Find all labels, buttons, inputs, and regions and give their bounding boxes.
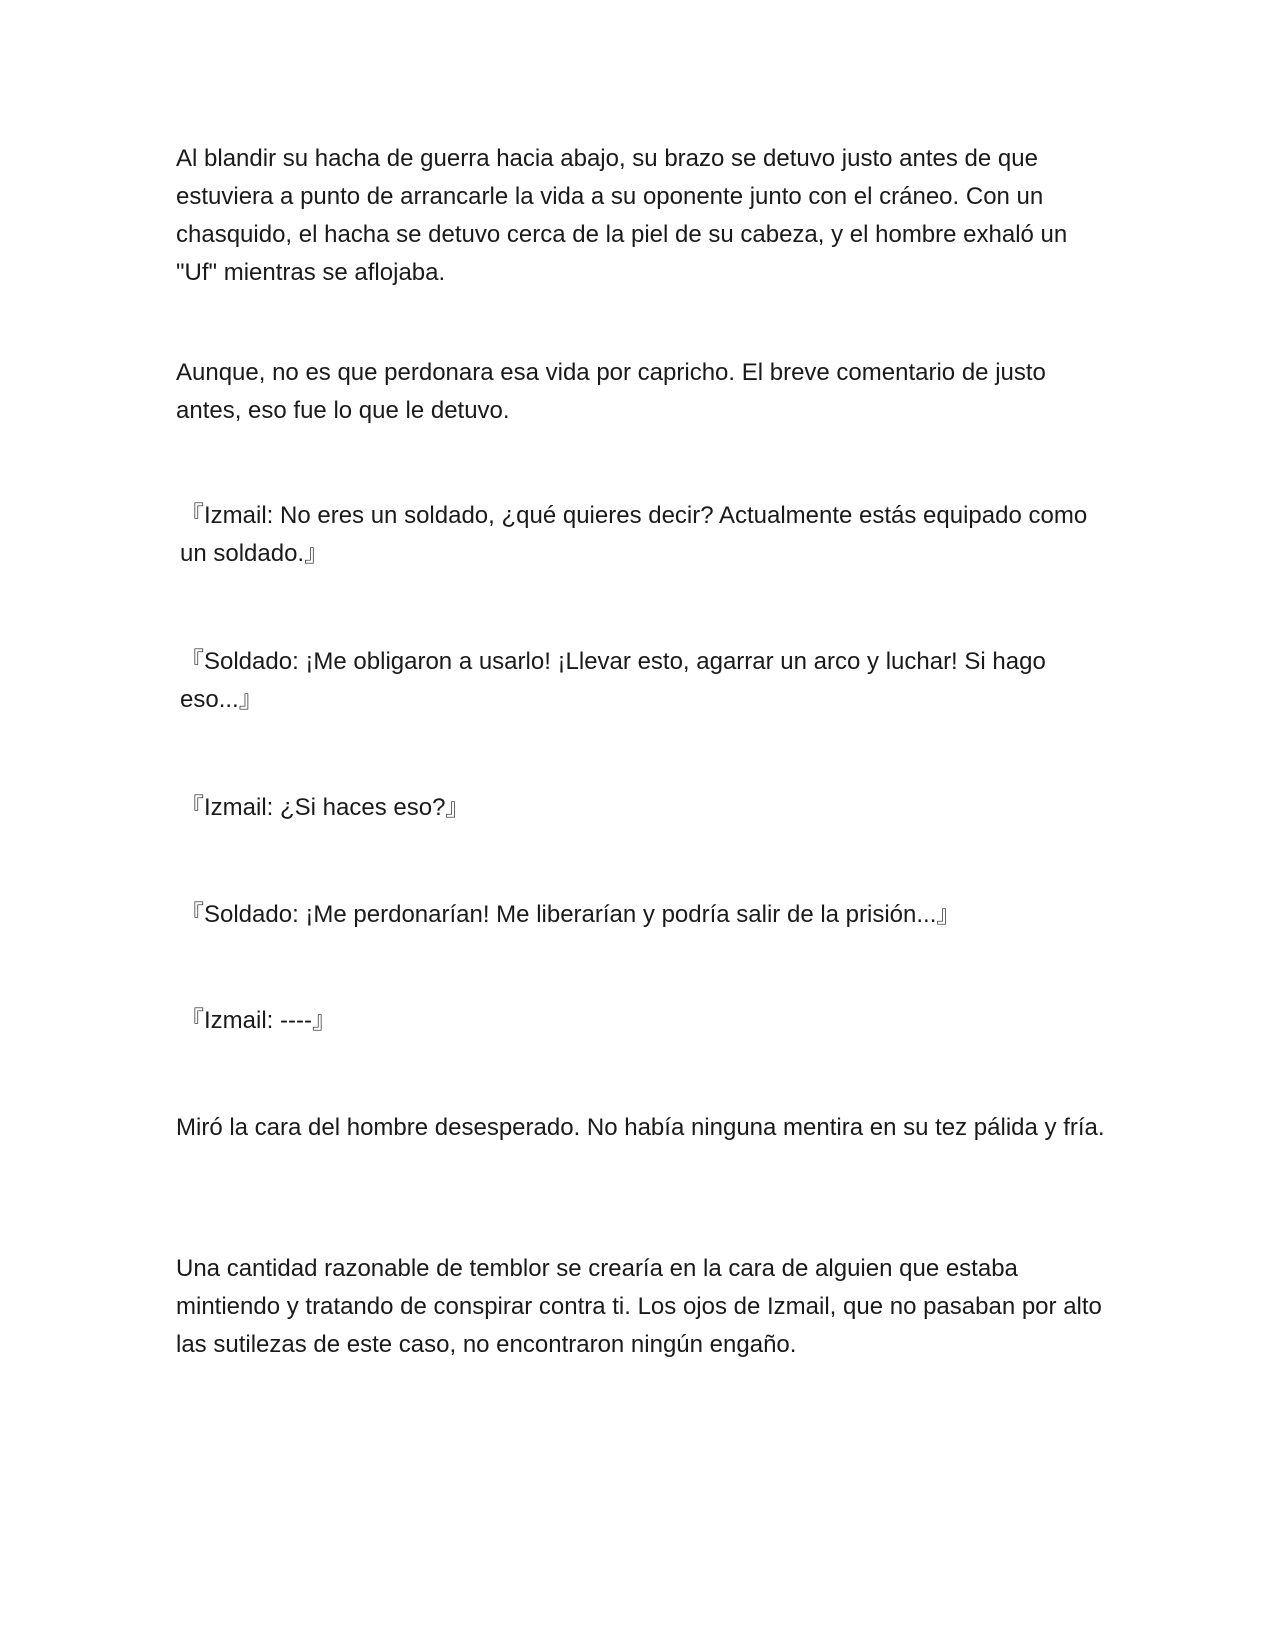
paragraph-desperate-face: Miró la cara del hombre desesperado. No había ninguna mentira en su tez pálida y fría.	[176, 1114, 1105, 1141]
dialogue-soldier-forced: 『Soldado: ¡Me obligaron a usarlo! ¡Llevar esto, agarrar un arco y luchar! Si hago eso...』	[180, 648, 1046, 713]
paragraph-no-deception: Una cantidad razonable de temblor se crearía en la cara de alguien que estaba mintiendo y tratando de conspirar contra ti. Los ojos de Izmail, que no pasaban por alto las sutilezas de este caso, no encontraron ningún engaño.	[176, 1255, 1102, 1358]
paragraph-axe-swing: Al blandir su hacha de guerra hacia abajo, su brazo se detuvo justo antes de que estuviera a punto de arrancarle la vida a su oponente junto con el cráneo. Con un chasquido, el hacha se detuvo cerca de la piel de su cabeza, y el hombre exhaló un "Uf" mientras se aflojaba.	[176, 145, 1068, 286]
dialogue-izmail-if-you-do: 『Izmail: ¿Si haces eso?』	[180, 794, 470, 821]
dialogue-izmail-not-soldier: 『Izmail: No eres un soldado, ¿qué quieres decir? Actualmente estás equipado como un soldado.』	[180, 502, 1088, 567]
dialogue-soldier-pardon: 『Soldado: ¡Me perdonarían! Me liberarían y podría salir de la prisión...』	[180, 901, 961, 928]
paragraph-spared-life: Aunque, no es que perdonara esa vida por capricho. El breve comentario de justo antes, eso fue lo que le detuvo.	[176, 359, 1046, 424]
dialogue-izmail-silence: 『Izmail: ----』	[180, 1007, 336, 1034]
